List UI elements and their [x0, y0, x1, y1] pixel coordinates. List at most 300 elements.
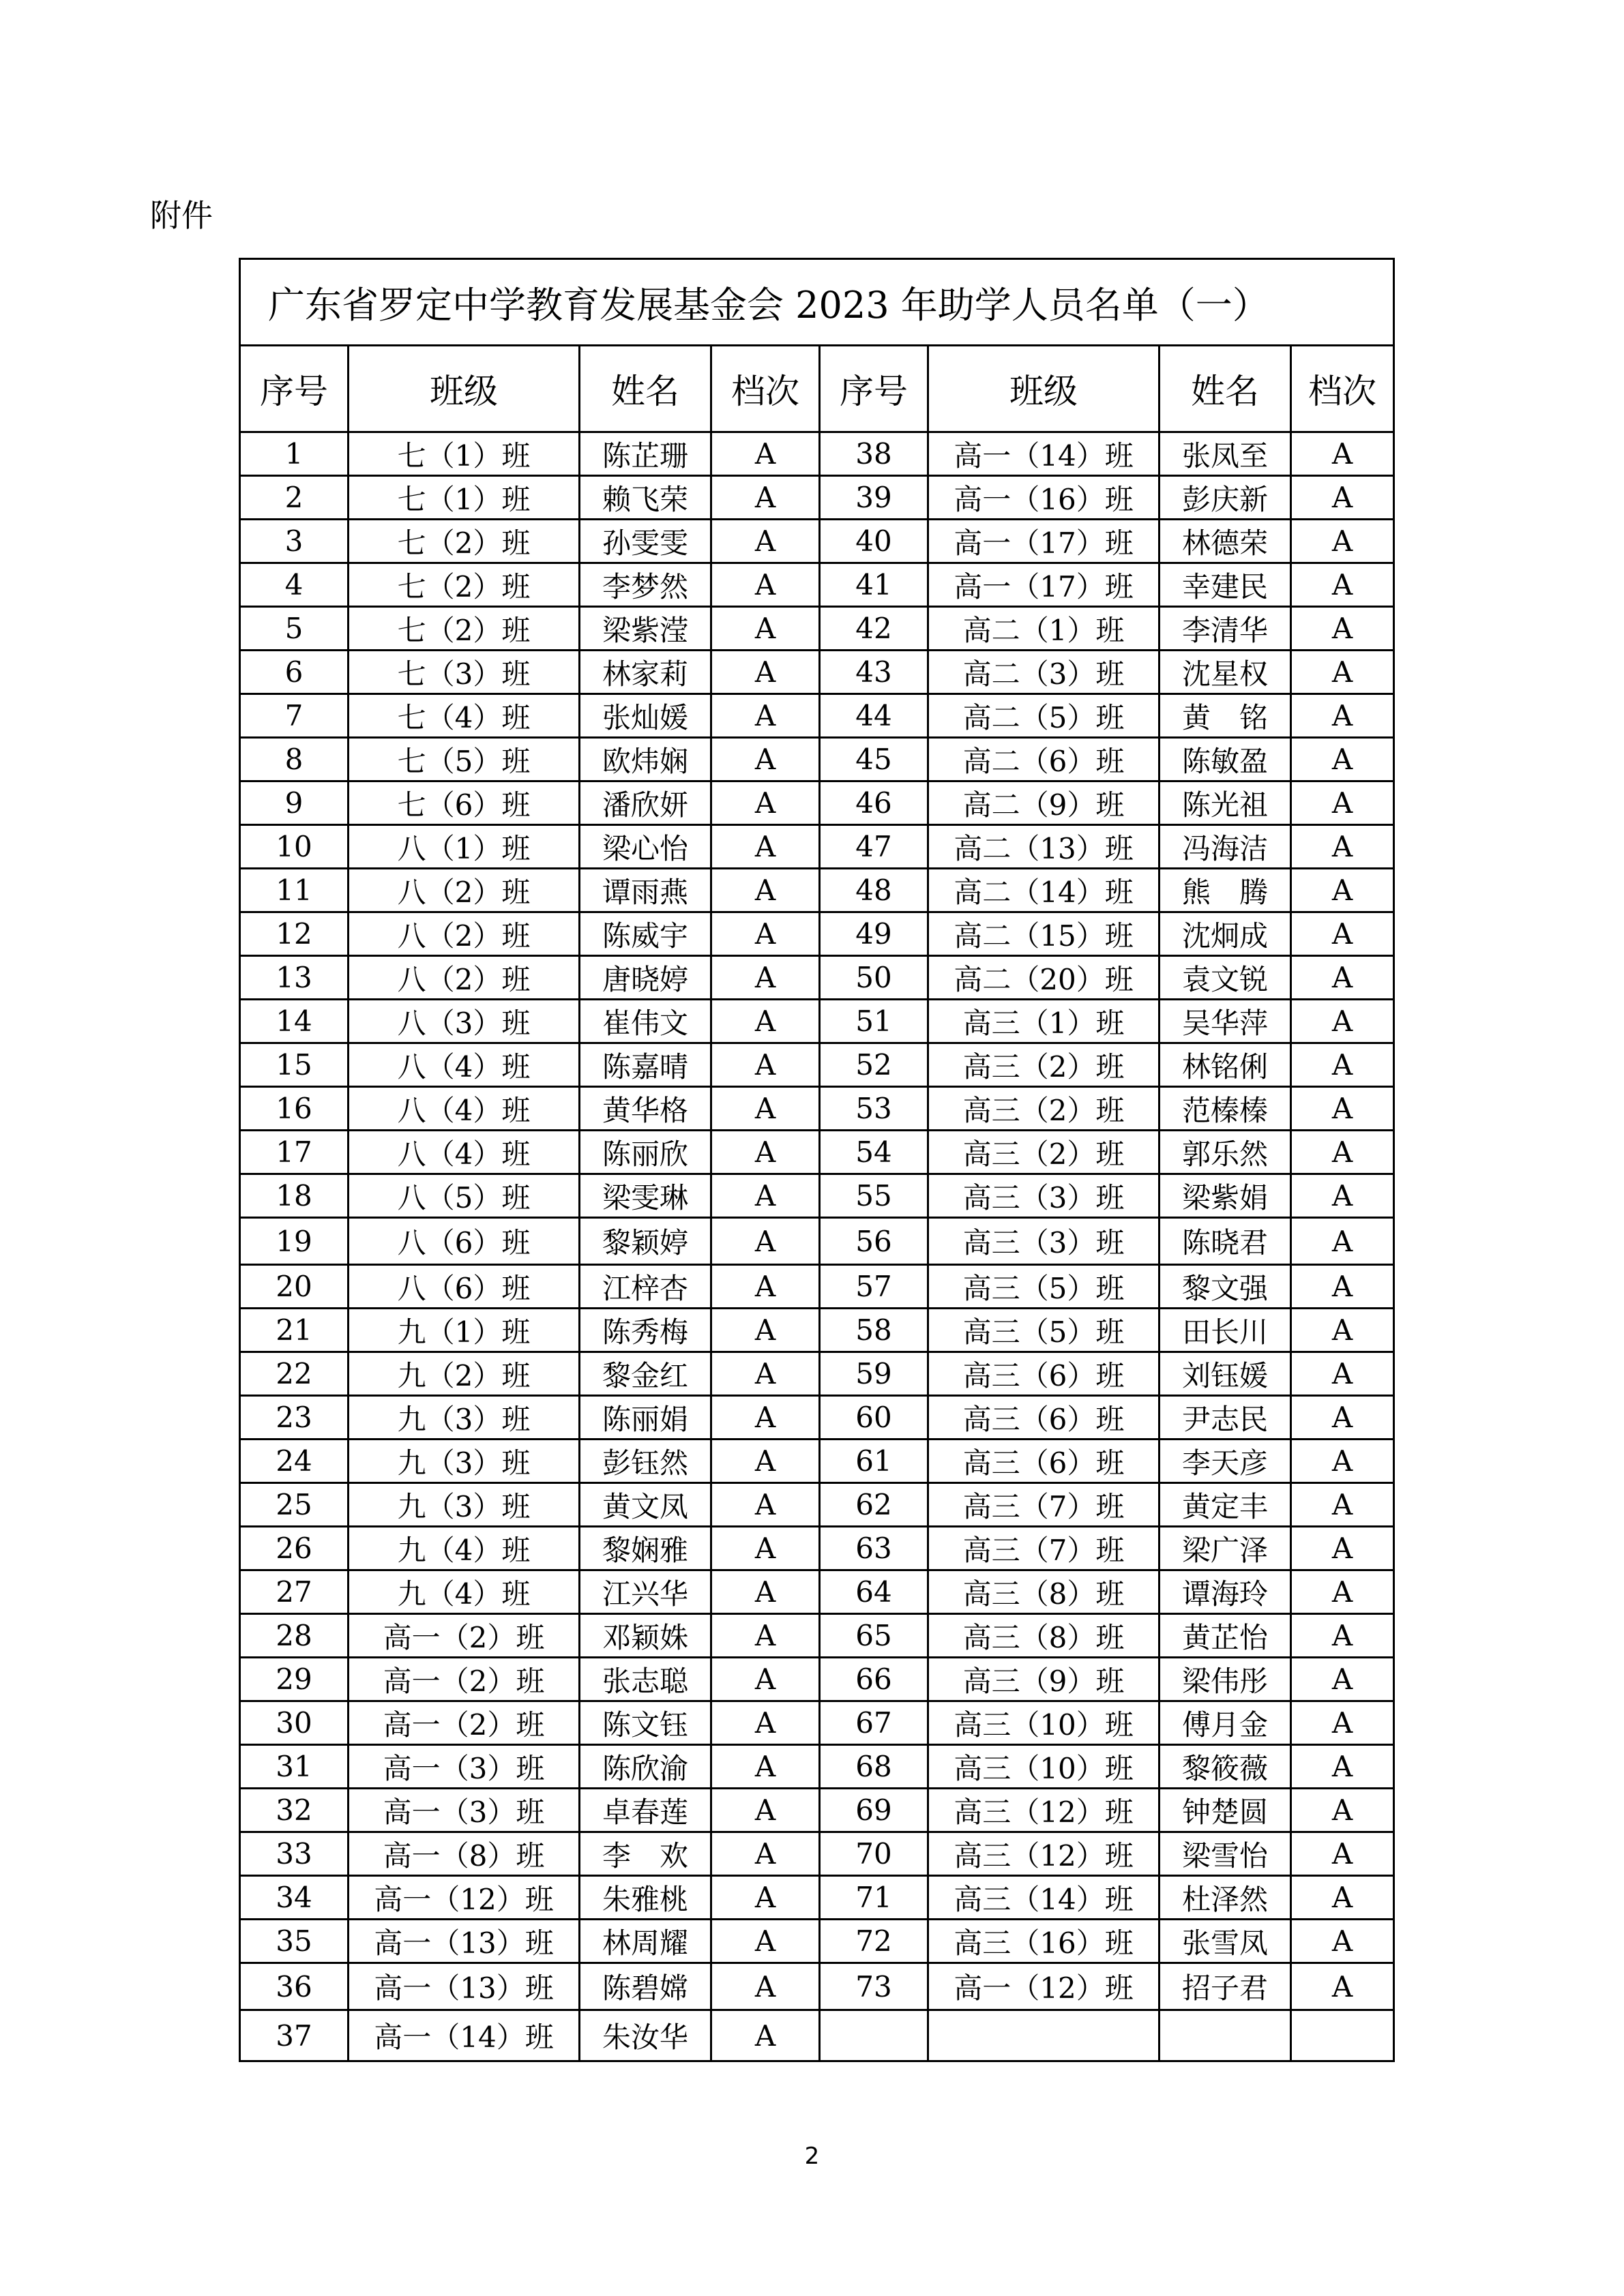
cell-class-left: 九（3）班	[349, 1396, 580, 1440]
cell-seq-right: 38	[820, 432, 928, 476]
cell-name-right: 黎文强	[1160, 1265, 1291, 1309]
cell-grade-right: A	[1291, 825, 1394, 869]
recipient-table	[239, 258, 1395, 2062]
cell-name-right: 刘钰媛	[1160, 1352, 1291, 1396]
cell-grade-left: A	[711, 1614, 820, 1658]
cell-grade-right: A	[1291, 1218, 1394, 1265]
cell-class-right: 高三（7）班	[928, 1483, 1160, 1527]
table-row	[240, 912, 1394, 956]
table-row	[240, 1265, 1394, 1309]
cell-class-left: 八（1）班	[349, 825, 580, 869]
cell-class-right: 高二（20）班	[928, 956, 1160, 1000]
cell-grade-right: A	[1291, 607, 1394, 651]
cell-class-right: 高三（3）班	[928, 1174, 1160, 1218]
cell-name-left: 张志聪	[580, 1658, 711, 1701]
cell-seq-right: 68	[820, 1745, 928, 1789]
cell-grade-left: A	[711, 1527, 820, 1570]
cell-name-left: 陈秀梅	[580, 1309, 711, 1352]
cell-seq-left: 3	[240, 520, 349, 563]
cell-class-right: 高三（6）班	[928, 1396, 1160, 1440]
cell-seq-right: 57	[820, 1265, 928, 1309]
cell-name-left: 梁紫滢	[580, 607, 711, 651]
cell-grade-right: A	[1291, 1131, 1394, 1174]
cell-seq-left: 18	[240, 1174, 349, 1218]
cell-grade-left: A	[711, 1000, 820, 1043]
table-title-row	[240, 259, 1394, 346]
cell-seq-right: 50	[820, 956, 928, 1000]
cell-name-right: 吴华萍	[1160, 1000, 1291, 1043]
cell-grade-right: A	[1291, 563, 1394, 607]
cell-seq-left: 8	[240, 738, 349, 781]
header-seq-right: 序号	[820, 346, 928, 432]
cell-name-left: 崔伟文	[580, 1000, 711, 1043]
cell-name-right: 李清华	[1160, 607, 1291, 651]
table-row	[240, 520, 1394, 563]
cell-seq-right: 66	[820, 1658, 928, 1701]
cell-class-right: 高三（2）班	[928, 1131, 1160, 1174]
cell-class-left: 九（3）班	[349, 1440, 580, 1483]
table-row	[240, 1352, 1394, 1396]
cell-grade-right: A	[1291, 432, 1394, 476]
cell-class-right: 高三（3）班	[928, 1218, 1160, 1265]
cell-class-right: 高一（14）班	[928, 432, 1160, 476]
cell-seq-left: 34	[240, 1876, 349, 1920]
cell-grade-left: A	[711, 651, 820, 694]
table-row	[240, 1963, 1394, 2010]
cell-seq-right: 51	[820, 1000, 928, 1043]
cell-grade-right: A	[1291, 1087, 1394, 1131]
header-name-right: 姓名	[1160, 346, 1291, 432]
cell-seq-left: 5	[240, 607, 349, 651]
cell-name-right: 尹志民	[1160, 1396, 1291, 1440]
cell-name-left: 李 欢	[580, 1832, 711, 1876]
cell-grade-right: A	[1291, 1174, 1394, 1218]
cell-name-left: 黎金红	[580, 1352, 711, 1396]
cell-grade-right: A	[1291, 1832, 1394, 1876]
cell-class-left: 七（3）班	[349, 651, 580, 694]
cell-grade-right: A	[1291, 694, 1394, 738]
cell-seq-left: 2	[240, 476, 349, 520]
cell-class-left: 八（4）班	[349, 1087, 580, 1131]
cell-seq-left: 22	[240, 1352, 349, 1396]
cell-class-left: 高一（2）班	[349, 1701, 580, 1745]
cell-name-left: 陈嘉晴	[580, 1043, 711, 1087]
cell-grade-right: A	[1291, 1527, 1394, 1570]
cell-class-right: 高三（2）班	[928, 1043, 1160, 1087]
table-row	[240, 607, 1394, 651]
cell-class-right: 高三（7）班	[928, 1527, 1160, 1570]
cell-grade-right: A	[1291, 1265, 1394, 1309]
cell-seq-right: 70	[820, 1832, 928, 1876]
table-row	[240, 1701, 1394, 1745]
header-grade-right: 档次	[1291, 346, 1394, 432]
table-row	[240, 1131, 1394, 1174]
table-row	[240, 694, 1394, 738]
cell-grade-left: A	[711, 1483, 820, 1527]
cell-class-right: 高二（15）班	[928, 912, 1160, 956]
cell-class-right: 高三（6）班	[928, 1352, 1160, 1396]
cell-class-right: 高三（12）班	[928, 1789, 1160, 1832]
cell-class-left: 七（6）班	[349, 781, 580, 825]
cell-seq-right: 60	[820, 1396, 928, 1440]
cell-name-left: 朱雅桃	[580, 1876, 711, 1920]
cell-class-left: 七（5）班	[349, 738, 580, 781]
cell-name-left: 卓春莲	[580, 1789, 711, 1832]
cell-grade-left: A	[711, 1043, 820, 1087]
cell-name-right: 梁雪怡	[1160, 1832, 1291, 1876]
cell-name-right: 沈星权	[1160, 651, 1291, 694]
cell-name-right: 黄芷怡	[1160, 1614, 1291, 1658]
cell-name-right: 杜泽然	[1160, 1876, 1291, 1920]
cell-seq-right: 54	[820, 1131, 928, 1174]
cell-class-left: 八（4）班	[349, 1043, 580, 1087]
cell-seq-right: 48	[820, 869, 928, 912]
cell-name-left: 谭雨燕	[580, 869, 711, 912]
cell-grade-left: A	[711, 1218, 820, 1265]
table-row	[240, 1920, 1394, 1963]
cell-name-right	[1160, 2010, 1291, 2061]
cell-name-right: 钟楚圆	[1160, 1789, 1291, 1832]
cell-name-left: 孙雯雯	[580, 520, 711, 563]
cell-seq-left: 31	[240, 1745, 349, 1789]
cell-class-left: 高一（13）班	[349, 1920, 580, 1963]
cell-name-right: 陈光祖	[1160, 781, 1291, 825]
cell-grade-left: A	[711, 1789, 820, 1832]
cell-grade-right: A	[1291, 520, 1394, 563]
table-row	[240, 1218, 1394, 1265]
cell-class-left: 八（4）班	[349, 1131, 580, 1174]
table-header-row	[240, 346, 1394, 432]
table-row	[240, 1745, 1394, 1789]
cell-grade-left: A	[711, 607, 820, 651]
cell-class-left: 八（3）班	[349, 1000, 580, 1043]
cell-class-right: 高三（5）班	[928, 1309, 1160, 1352]
cell-name-left: 黎颖婷	[580, 1218, 711, 1265]
cell-name-right: 张雪凤	[1160, 1920, 1291, 1963]
cell-class-left: 高一（13）班	[349, 1963, 580, 2010]
cell-seq-right: 65	[820, 1614, 928, 1658]
table-row	[240, 1658, 1394, 1701]
cell-grade-left: A	[711, 825, 820, 869]
cell-grade-right: A	[1291, 1440, 1394, 1483]
cell-class-left: 高一（3）班	[349, 1745, 580, 1789]
cell-seq-left: 10	[240, 825, 349, 869]
cell-seq-right: 61	[820, 1440, 928, 1483]
cell-seq-left: 25	[240, 1483, 349, 1527]
cell-class-left: 七（4）班	[349, 694, 580, 738]
cell-name-right: 熊 腾	[1160, 869, 1291, 912]
cell-class-right: 高二（1）班	[928, 607, 1160, 651]
cell-seq-right: 43	[820, 651, 928, 694]
cell-seq-right: 59	[820, 1352, 928, 1396]
cell-name-left: 林周耀	[580, 1920, 711, 1963]
cell-seq-left: 29	[240, 1658, 349, 1701]
cell-name-left: 黄文凤	[580, 1483, 711, 1527]
cell-name-left: 欧炜娴	[580, 738, 711, 781]
cell-class-left: 八（6）班	[349, 1265, 580, 1309]
cell-class-left: 八（2）班	[349, 869, 580, 912]
header-name-left: 姓名	[580, 346, 711, 432]
cell-seq-right: 40	[820, 520, 928, 563]
cell-seq-right: 41	[820, 563, 928, 607]
cell-seq-right: 62	[820, 1483, 928, 1527]
cell-seq-right: 69	[820, 1789, 928, 1832]
cell-name-right: 陈晓君	[1160, 1218, 1291, 1265]
cell-name-right: 梁广泽	[1160, 1527, 1291, 1570]
cell-grade-left: A	[711, 432, 820, 476]
cell-name-right: 黄 铭	[1160, 694, 1291, 738]
cell-grade-right: A	[1291, 1352, 1394, 1396]
cell-class-left: 八（5）班	[349, 1174, 580, 1218]
cell-class-right: 高三（8）班	[928, 1614, 1160, 1658]
cell-grade-left: A	[711, 1396, 820, 1440]
table-row	[240, 2010, 1394, 2061]
header-grade-left: 档次	[711, 346, 820, 432]
cell-name-left: 张灿媛	[580, 694, 711, 738]
cell-class-left: 八（2）班	[349, 956, 580, 1000]
cell-name-left: 陈威宇	[580, 912, 711, 956]
cell-class-left: 高一（14）班	[349, 2010, 580, 2061]
cell-class-right: 高三（8）班	[928, 1570, 1160, 1614]
cell-name-left: 邓颖姝	[580, 1614, 711, 1658]
cell-grade-right: A	[1291, 1614, 1394, 1658]
cell-name-right: 黄定丰	[1160, 1483, 1291, 1527]
cell-class-right: 高三（16）班	[928, 1920, 1160, 1963]
cell-seq-left: 23	[240, 1396, 349, 1440]
cell-name-left: 梁心怡	[580, 825, 711, 869]
cell-seq-right: 55	[820, 1174, 928, 1218]
cell-grade-left: A	[711, 694, 820, 738]
cell-grade-left: A	[711, 2010, 820, 2061]
cell-grade-right: A	[1291, 869, 1394, 912]
table-row	[240, 1570, 1394, 1614]
header-class-right: 班级	[928, 346, 1160, 432]
cell-grade-right: A	[1291, 956, 1394, 1000]
cell-class-left: 九（3）班	[349, 1483, 580, 1527]
header-seq-left: 序号	[240, 346, 349, 432]
cell-class-right: 高三（2）班	[928, 1087, 1160, 1131]
cell-grade-right: A	[1291, 1876, 1394, 1920]
cell-grade-right: A	[1291, 1963, 1394, 2010]
cell-class-right: 高三（12）班	[928, 1832, 1160, 1876]
cell-name-left: 黄华格	[580, 1087, 711, 1131]
cell-grade-left: A	[711, 956, 820, 1000]
cell-grade-right: A	[1291, 1920, 1394, 1963]
table-row	[240, 1309, 1394, 1352]
cell-seq-left: 36	[240, 1963, 349, 2010]
cell-name-right: 沈炯成	[1160, 912, 1291, 956]
cell-grade-right: A	[1291, 781, 1394, 825]
cell-name-right: 幸建民	[1160, 563, 1291, 607]
cell-grade-right: A	[1291, 651, 1394, 694]
cell-seq-left: 9	[240, 781, 349, 825]
cell-grade-left: A	[711, 1087, 820, 1131]
cell-seq-right: 72	[820, 1920, 928, 1963]
cell-class-right: 高三（10）班	[928, 1701, 1160, 1745]
cell-seq-left: 27	[240, 1570, 349, 1614]
cell-class-left: 高一（2）班	[349, 1614, 580, 1658]
cell-seq-left: 7	[240, 694, 349, 738]
table-row	[240, 432, 1394, 476]
cell-seq-left: 21	[240, 1309, 349, 1352]
cell-grade-left: A	[711, 1876, 820, 1920]
cell-seq-left: 19	[240, 1218, 349, 1265]
table-row	[240, 1087, 1394, 1131]
cell-seq-left: 16	[240, 1087, 349, 1131]
cell-name-left: 林家莉	[580, 651, 711, 694]
cell-grade-left: A	[711, 912, 820, 956]
cell-seq-right: 39	[820, 476, 928, 520]
cell-name-right: 郭乐然	[1160, 1131, 1291, 1174]
table-row	[240, 869, 1394, 912]
cell-grade-right: A	[1291, 1043, 1394, 1087]
cell-name-left: 江梓杏	[580, 1265, 711, 1309]
cell-class-right: 高三（9）班	[928, 1658, 1160, 1701]
cell-name-right: 梁紫娟	[1160, 1174, 1291, 1218]
cell-grade-right: A	[1291, 1309, 1394, 1352]
cell-class-left: 高一（2）班	[349, 1658, 580, 1701]
cell-grade-right: A	[1291, 1570, 1394, 1614]
cell-grade-right: A	[1291, 1658, 1394, 1701]
cell-seq-right: 73	[820, 1963, 928, 2010]
cell-class-right: 高三（6）班	[928, 1440, 1160, 1483]
cell-seq-left: 14	[240, 1000, 349, 1043]
table-title: 广东省罗定中学教育发展基金会 2023 年助学人员名单（一）	[240, 259, 1394, 346]
cell-seq-left: 33	[240, 1832, 349, 1876]
cell-grade-left: A	[711, 1963, 820, 2010]
table-row	[240, 563, 1394, 607]
cell-grade-left: A	[711, 1920, 820, 1963]
cell-name-left: 陈丽欣	[580, 1131, 711, 1174]
cell-name-right: 梁伟彤	[1160, 1658, 1291, 1701]
table-row	[240, 1876, 1394, 1920]
table-row	[240, 1000, 1394, 1043]
cell-class-right: 高三（14）班	[928, 1876, 1160, 1920]
table-row	[240, 1527, 1394, 1570]
cell-grade-left: A	[711, 1570, 820, 1614]
cell-name-left: 潘欣妍	[580, 781, 711, 825]
cell-class-left: 高一（3）班	[349, 1789, 580, 1832]
page-number: 2	[804, 2143, 820, 2170]
cell-class-left: 高一（12）班	[349, 1876, 580, 1920]
cell-grade-left: A	[711, 869, 820, 912]
cell-seq-left: 17	[240, 1131, 349, 1174]
table-row	[240, 1440, 1394, 1483]
cell-grade-right: A	[1291, 1701, 1394, 1745]
cell-grade-left: A	[711, 1174, 820, 1218]
cell-class-right: 高三（1）班	[928, 1000, 1160, 1043]
table-row	[240, 1174, 1394, 1218]
table-row	[240, 738, 1394, 781]
cell-seq-left: 15	[240, 1043, 349, 1087]
cell-grade-left: A	[711, 1265, 820, 1309]
cell-name-left: 梁雯琳	[580, 1174, 711, 1218]
cell-name-right: 范榛榛	[1160, 1087, 1291, 1131]
cell-name-right: 彭庆新	[1160, 476, 1291, 520]
cell-name-right: 冯海洁	[1160, 825, 1291, 869]
cell-name-left: 陈文钰	[580, 1701, 711, 1745]
cell-class-left: 九（4）班	[349, 1570, 580, 1614]
cell-name-right: 张凤至	[1160, 432, 1291, 476]
cell-seq-left: 6	[240, 651, 349, 694]
cell-seq-left: 37	[240, 2010, 349, 2061]
cell-seq-right: 49	[820, 912, 928, 956]
cell-name-left: 陈欣渝	[580, 1745, 711, 1789]
cell-class-right: 高三（10）班	[928, 1745, 1160, 1789]
cell-class-right: 高三（5）班	[928, 1265, 1160, 1309]
cell-name-right: 林铭俐	[1160, 1043, 1291, 1087]
cell-name-left: 赖飞荣	[580, 476, 711, 520]
cell-seq-right: 53	[820, 1087, 928, 1131]
cell-seq-left: 20	[240, 1265, 349, 1309]
cell-name-left: 陈丽娟	[580, 1396, 711, 1440]
cell-seq-right: 47	[820, 825, 928, 869]
cell-name-left: 唐晓婷	[580, 956, 711, 1000]
cell-class-right: 高二（14）班	[928, 869, 1160, 912]
cell-class-right: 高二（9）班	[928, 781, 1160, 825]
cell-name-left: 彭钰然	[580, 1440, 711, 1483]
cell-name-right: 袁文锐	[1160, 956, 1291, 1000]
table-row	[240, 1614, 1394, 1658]
cell-seq-right: 45	[820, 738, 928, 781]
cell-grade-right: A	[1291, 1789, 1394, 1832]
table-row	[240, 1043, 1394, 1087]
cell-grade-right: A	[1291, 1000, 1394, 1043]
cell-name-left: 陈芷珊	[580, 432, 711, 476]
cell-grade-left: A	[711, 476, 820, 520]
cell-grade-right: A	[1291, 1745, 1394, 1789]
cell-seq-left: 26	[240, 1527, 349, 1570]
table-row	[240, 1789, 1394, 1832]
cell-class-left: 高一（8）班	[349, 1832, 580, 1876]
cell-seq-left: 13	[240, 956, 349, 1000]
cell-class-right: 高二（6）班	[928, 738, 1160, 781]
cell-class-left: 九（4）班	[349, 1527, 580, 1570]
table-row	[240, 651, 1394, 694]
cell-name-right: 林德荣	[1160, 520, 1291, 563]
cell-class-left: 七（1）班	[349, 476, 580, 520]
cell-class-left: 八（6）班	[349, 1218, 580, 1265]
cell-grade-left: A	[711, 1440, 820, 1483]
cell-grade-right: A	[1291, 1396, 1394, 1440]
table-row	[240, 956, 1394, 1000]
cell-seq-right	[820, 2010, 928, 2061]
cell-grade-right: A	[1291, 1483, 1394, 1527]
cell-name-right: 黎筱薇	[1160, 1745, 1291, 1789]
table-row	[240, 781, 1394, 825]
cell-seq-left: 1	[240, 432, 349, 476]
cell-seq-right: 56	[820, 1218, 928, 1265]
cell-class-left: 九（1）班	[349, 1309, 580, 1352]
header-class-left: 班级	[349, 346, 580, 432]
cell-class-left: 九（2）班	[349, 1352, 580, 1396]
table-row	[240, 1832, 1394, 1876]
cell-name-right: 李天彦	[1160, 1440, 1291, 1483]
cell-name-left: 陈碧嫦	[580, 1963, 711, 2010]
cell-class-right: 高二（3）班	[928, 651, 1160, 694]
cell-grade-left: A	[711, 738, 820, 781]
cell-grade-right	[1291, 2010, 1394, 2061]
cell-seq-left: 4	[240, 563, 349, 607]
cell-seq-left: 32	[240, 1789, 349, 1832]
cell-class-right: 高一（12）班	[928, 1963, 1160, 2010]
cell-seq-right: 58	[820, 1309, 928, 1352]
cell-seq-left: 30	[240, 1701, 349, 1745]
cell-grade-right: A	[1291, 738, 1394, 781]
cell-grade-left: A	[711, 781, 820, 825]
table-body	[240, 432, 1394, 2061]
cell-grade-left: A	[711, 1832, 820, 1876]
